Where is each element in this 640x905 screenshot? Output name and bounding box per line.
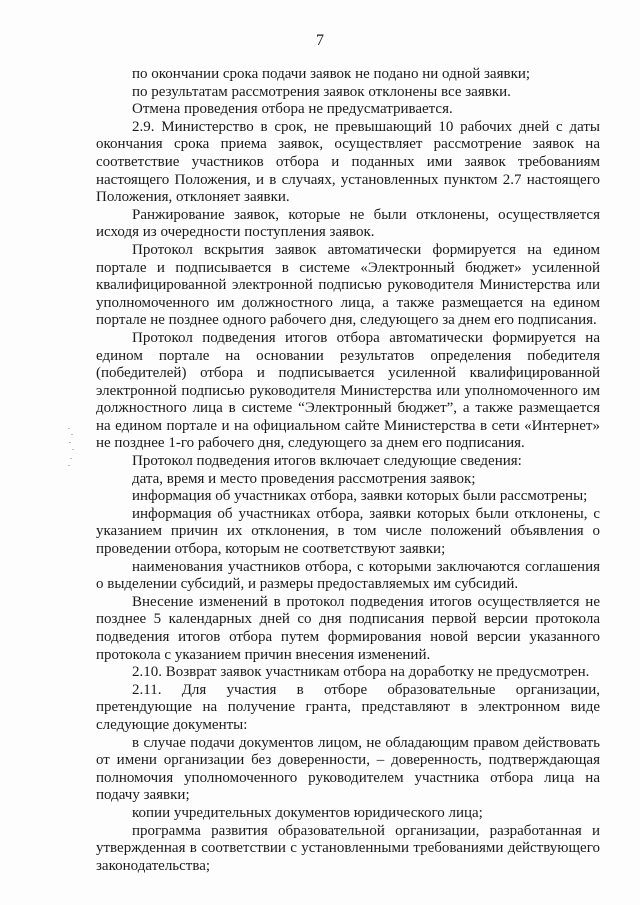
paragraph: дата, время и место проведения рассмотрения заявок; [132,470,476,487]
paragraph: наименования участников отбора, с которыми заключаются соглашения о выделении субсидий, и размеры предоставляемых им субсидий. [96,558,600,593]
paragraph: Отмена проведения отбора не предусматривается. [132,101,453,118]
paragraph: информация об участниках отбора, заявки которых были отклонены, с указанием причин их отклонения, в том числе положений объявления о проведении отбора, которым не соответствуют заявки; [96,505,600,558]
paragraph: Протокол вскрытия заявок автоматически формируется на едином портале и подписывается в системе «Электронный бюджет» усиленной квалифицированной электронной подписью руководителя Министерства или уполномоченного им должностного лица, а также размещается на едином портале не позднее одного рабочего дня, следующего за днем его подписания. [96,241,600,329]
document-body [96,66,600,875]
paragraph: Протокол подведения итогов отбора автоматически формируется на едином портале на основании результатов определения победителя (победителей) отбора и подписывается усиленной квалифицированной электронной подписью руководителя Министерства или уполномоченного им должностного лица в системе “Электронный бюджет”, а также размещается на едином портале и на официальном сайте Министерства в сети «Интернет» не позднее 1-го рабочего дня, следующего за днем его подписания. [96,329,600,452]
paragraph: в случае подачи документов лицом, не обладающим правом действовать от имени организации без доверенности, – доверенность, подтверждающая полномочия уполномоченного руководителем участника отбора лица на подачу заявки; [96,734,600,804]
paragraph: программа развития образовательной организации, разработанная и утвержденная в соответствии с установленными требованиями действующего законодательства; [96,822,600,874]
paragraph: информация об участниках отбора, заявки которых были рассмотрены; [132,488,588,505]
paragraph: 2.9. Министерство в срок, не превышающий 10 рабочих дней с даты окончания срока приема заявок, осуществляет рассмотрение заявок на соответствие участников отбора и поданных ими заявок требованиям настоящего Положения, и в случаях, установленных пунктом 2.7 настоящего Положения, отклоняет заявки. [96,118,600,206]
paragraph: копии учредительных документов юридического лица; [132,804,483,821]
page-number: 7 [316,32,324,49]
scan-noise [68,428,76,468]
paragraph: Внесение изменений в протокол подведения итогов осуществляется не позднее 5 календарных дней со дня подписания первой версии протокола подведения итогов отбора путем формирования новой версии указанного протокола с указанием причин внесения изменений. [96,593,600,663]
paragraph: Ранжирование заявок, которые не были отклонены, осуществляется исходя из очередности поступления заявок. [96,206,600,241]
paragraph: по окончании срока подачи заявок не подано ни одной заявки; [132,66,531,82]
paragraph: по результатам рассмотрения заявок отклонены все заявки. [132,83,511,100]
paragraph: 2.11. Для участия в отборе образовательные организации, претендующие на получение гранта, представляют в электронном виде следующие документы: [96,681,600,733]
paragraph: 2.10. Возврат заявок участникам отбора на доработку не предусмотрен. [132,664,590,681]
paragraph: Протокол подведения итогов включает следующие сведения: [132,453,522,470]
